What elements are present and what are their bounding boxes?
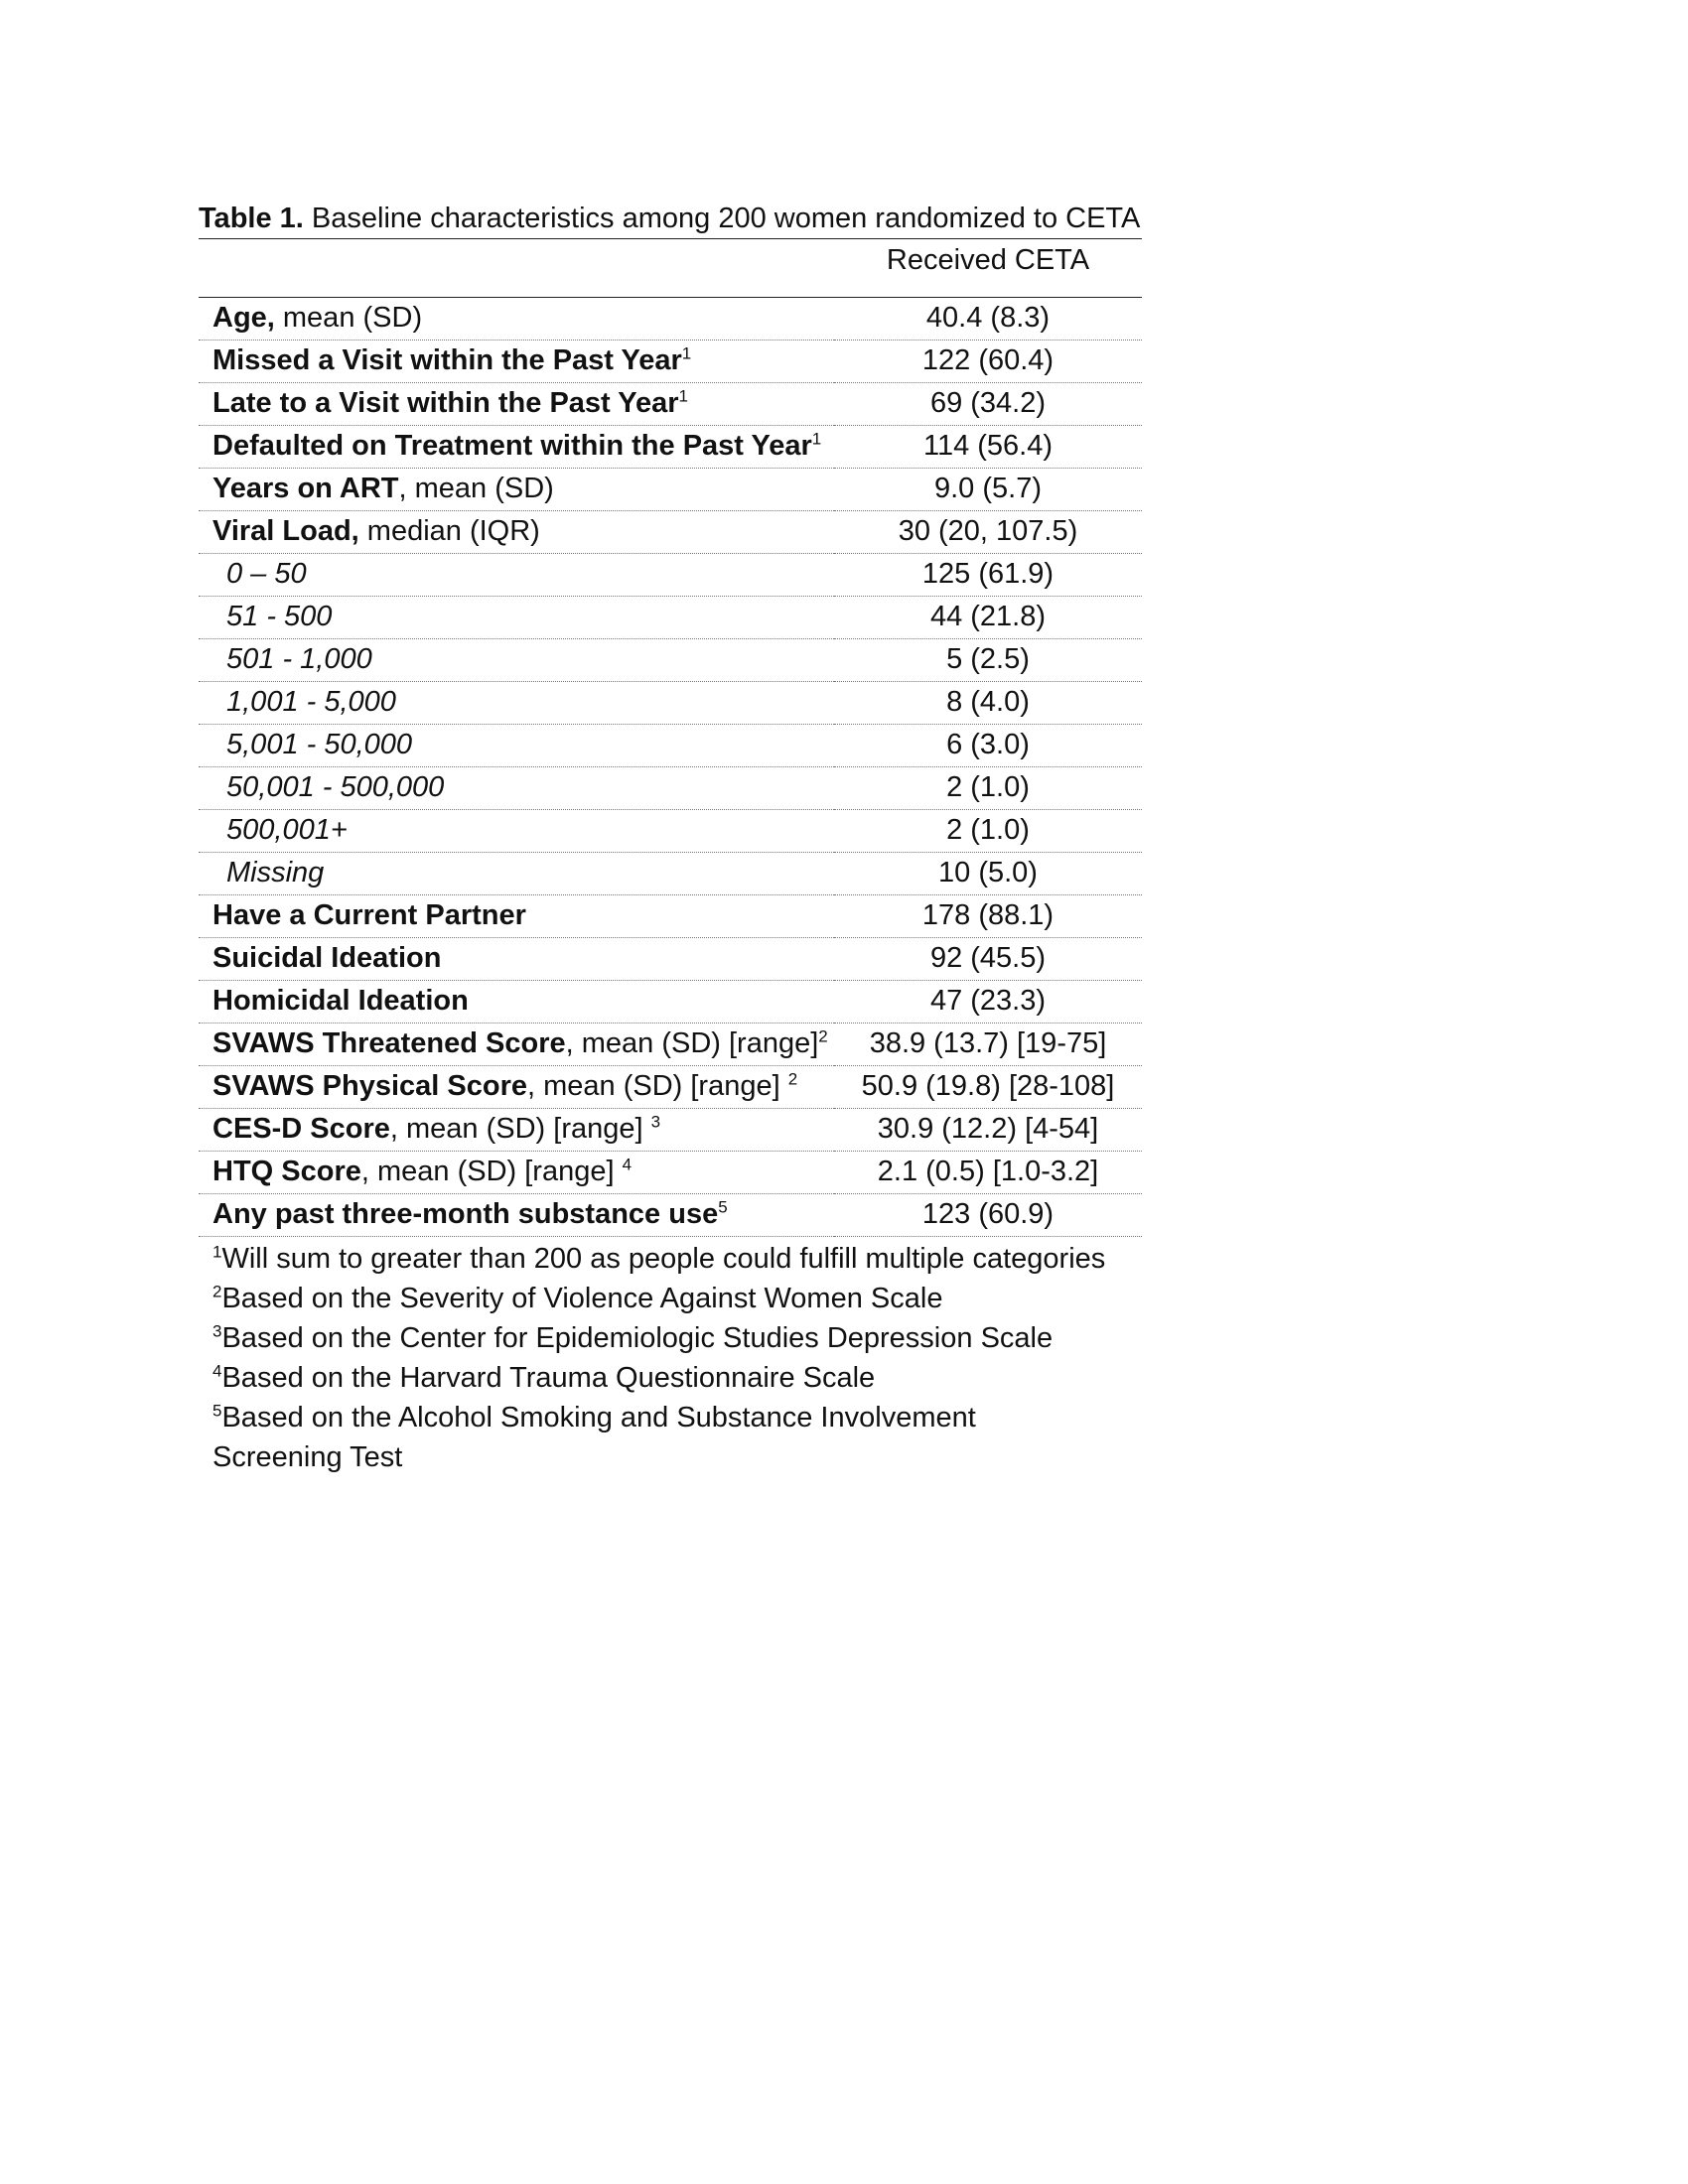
row-label-bold: Have a Current Partner	[212, 899, 526, 931]
row-label-bold: Late to a Visit within the Past Year	[212, 387, 679, 419]
row-label-bold: SVAWS Physical Score	[212, 1070, 527, 1102]
row-footnote-mark: 2	[787, 1069, 798, 1089]
table-row	[199, 426, 1142, 469]
row-label-plain: median (IQR)	[358, 515, 540, 547]
row-label	[199, 895, 834, 938]
table-row	[199, 981, 1142, 1024]
row-label-plain: 50,001 - 500,000	[226, 771, 445, 803]
table-row	[199, 767, 1142, 810]
row-label-plain: , mean (SD)	[398, 473, 554, 504]
table-row	[199, 853, 1142, 895]
table-row	[199, 682, 1142, 725]
row-label	[199, 1109, 834, 1152]
row-label	[199, 383, 834, 426]
row-value: 9.0 (5.7)	[834, 469, 1142, 511]
table-row	[199, 511, 1142, 554]
footnote-text: Based on the Alcohol Smoking and Substance Involvement Screening Test	[212, 1402, 976, 1473]
table-row	[199, 1066, 1142, 1109]
footnote	[212, 1358, 1106, 1398]
row-label-plain: 51 - 500	[226, 601, 333, 632]
row-label-plain: , mean (SD) [range]	[527, 1070, 788, 1102]
footnote-text: Based on the Harvard Trauma Questionnaire Scale	[221, 1362, 876, 1394]
row-footnote-mark: 1	[811, 429, 822, 449]
row-value: 178 (88.1)	[834, 895, 1142, 938]
row-label-bold: Suicidal Ideation	[212, 942, 442, 974]
table-row	[199, 1109, 1142, 1152]
row-label-plain: mean (SD)	[274, 302, 423, 334]
footnotes	[212, 1239, 1106, 1477]
footnote	[212, 1398, 1106, 1477]
row-label	[199, 597, 834, 639]
footnote-text: Based on the Severity of Violence Against Women Scale	[221, 1283, 943, 1314]
row-label-plain: 500,001+	[226, 814, 348, 846]
row-label-plain: , mean (SD) [range]	[565, 1027, 819, 1059]
row-label	[199, 1194, 834, 1237]
table-caption	[199, 199, 1140, 238]
row-label	[199, 810, 834, 853]
row-value: 30.9 (12.2) [4-54]	[834, 1109, 1142, 1152]
row-label	[199, 469, 834, 511]
row-label	[199, 981, 834, 1024]
row-label	[199, 341, 834, 383]
row-footnote-mark: 1	[681, 343, 692, 363]
footnote-mark: 2	[212, 1282, 222, 1301]
row-label	[199, 938, 834, 981]
row-value: 2 (1.0)	[834, 767, 1142, 810]
footnote-mark: 3	[212, 1321, 222, 1341]
table-row	[199, 938, 1142, 981]
row-label	[199, 1024, 834, 1066]
footnote	[212, 1318, 1106, 1358]
row-label-plain: , mean (SD) [range]	[389, 1113, 651, 1145]
table-row	[199, 1194, 1142, 1237]
row-value: 125 (61.9)	[834, 554, 1142, 597]
row-footnote-mark: 3	[650, 1112, 661, 1132]
caption-label: Table 1.	[199, 203, 304, 234]
row-label-bold: Missed a Visit within the Past Year	[212, 344, 682, 376]
row-footnote-mark: 2	[818, 1026, 828, 1046]
row-label	[199, 1066, 834, 1109]
row-label-bold: Defaulted on Treatment within the Past Year	[212, 430, 812, 462]
row-label	[199, 426, 834, 469]
column-header-received-ceta: Received CETA	[886, 244, 1090, 276]
footnote-mark: 1	[212, 1242, 222, 1262]
row-footnote-mark: 5	[718, 1197, 728, 1217]
row-value: 123 (60.9)	[834, 1194, 1142, 1237]
table-row	[199, 1152, 1142, 1194]
row-label	[199, 725, 834, 767]
footnote-text: Based on the Center for Epidemiologic Studies Depression Scale	[221, 1322, 1054, 1354]
row-value: 50.9 (19.8) [28-108]	[834, 1066, 1142, 1109]
table-row	[199, 895, 1142, 938]
row-value: 114 (56.4)	[834, 426, 1142, 469]
row-value: 5 (2.5)	[834, 639, 1142, 682]
row-value: 2.1 (0.5) [1.0-3.2]	[834, 1152, 1142, 1194]
row-label-bold: Any past three-month substance use	[212, 1198, 719, 1230]
row-value: 6 (3.0)	[834, 725, 1142, 767]
row-value: 8 (4.0)	[834, 682, 1142, 725]
row-value: 47 (23.3)	[834, 981, 1142, 1024]
row-label-plain: 1,001 - 5,000	[226, 686, 396, 718]
row-value: 92 (45.5)	[834, 938, 1142, 981]
row-label	[199, 298, 834, 341]
row-label	[199, 639, 834, 682]
table-row	[199, 383, 1142, 426]
row-value: 10 (5.0)	[834, 853, 1142, 895]
row-value: 44 (21.8)	[834, 597, 1142, 639]
table-row	[199, 725, 1142, 767]
row-label	[199, 682, 834, 725]
row-label-plain: , mean (SD) [range]	[360, 1156, 623, 1187]
row-value: 38.9 (13.7) [19-75]	[834, 1024, 1142, 1066]
row-value: 122 (60.4)	[834, 341, 1142, 383]
row-label-bold: Viral Load,	[212, 515, 359, 547]
table-row	[199, 639, 1142, 682]
row-label-bold: Age,	[212, 302, 275, 334]
row-label-plain: 501 - 1,000	[226, 643, 372, 675]
row-label-bold: Years on ART	[212, 473, 399, 504]
caption-text: Baseline characteristics among 200 women randomized to CETA	[311, 203, 1141, 234]
row-label	[199, 1152, 834, 1194]
baseline-table	[199, 298, 1142, 1237]
row-value: 30 (20, 107.5)	[834, 511, 1142, 554]
footnote	[212, 1239, 1106, 1279]
table-row	[199, 298, 1142, 341]
caption-rule	[199, 238, 1142, 239]
table-row	[199, 469, 1142, 511]
table-row	[199, 810, 1142, 853]
footnote-mark: 4	[212, 1361, 222, 1381]
table-body	[199, 298, 1142, 1237]
row-label-bold: Homicidal Ideation	[212, 985, 469, 1017]
row-label-bold: HTQ Score	[212, 1156, 361, 1187]
row-label	[199, 853, 834, 895]
table-row	[199, 597, 1142, 639]
footnote	[212, 1279, 1106, 1318]
row-label	[199, 554, 834, 597]
row-value: 2 (1.0)	[834, 810, 1142, 853]
row-footnote-mark: 1	[678, 386, 688, 406]
table-row	[199, 341, 1142, 383]
row-value: 69 (34.2)	[834, 383, 1142, 426]
row-value: 40.4 (8.3)	[834, 298, 1142, 341]
table-row	[199, 554, 1142, 597]
table-row	[199, 1024, 1142, 1066]
row-label-plain: 0 – 50	[226, 558, 307, 590]
row-label-plain: Missing	[226, 857, 325, 888]
row-label	[199, 511, 834, 554]
row-label	[199, 767, 834, 810]
row-label-bold: SVAWS Threatened Score	[212, 1027, 566, 1059]
row-footnote-mark: 4	[622, 1155, 633, 1174]
footnote-mark: 5	[212, 1401, 222, 1421]
row-label-bold: CES-D Score	[212, 1113, 390, 1145]
footnote-text: Will sum to greater than 200 as people could fulfill multiple categories	[221, 1243, 1106, 1275]
row-label-plain: 5,001 - 50,000	[226, 729, 413, 760]
